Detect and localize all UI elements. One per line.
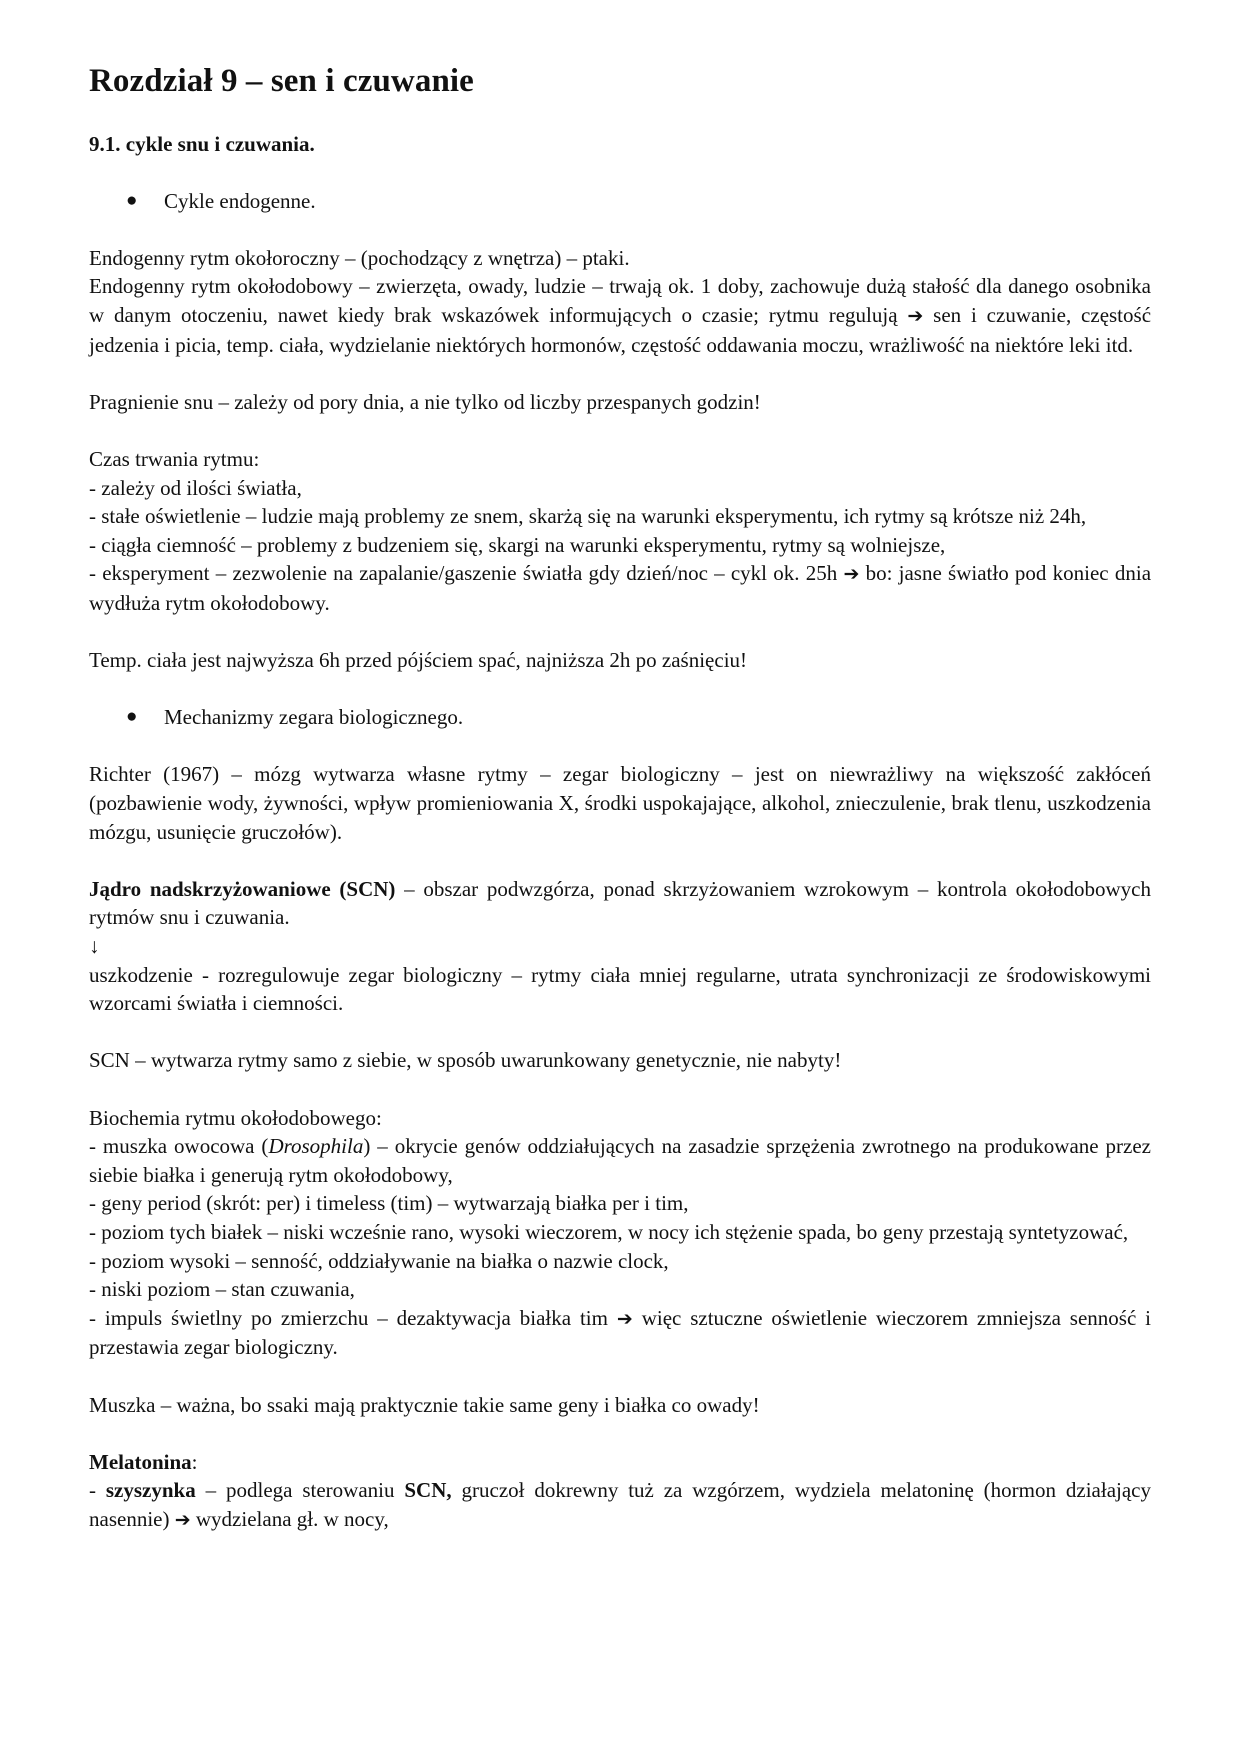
paragraph-fly: Muszka – ważna, bo ssaki mają praktycznie takie same geny i białka co owady! bbox=[89, 1392, 760, 1417]
right-arrow-icon: ➔ bbox=[907, 304, 924, 327]
bullet-dot-icon: ● bbox=[126, 706, 138, 728]
paragraph-damage: uszkodzenie - rozregulowuje zegar biologiczny – rytmy ciała mniej regularne, utrata synchronizacji ze środowiskowymi wzorcami światła i ciemności. bbox=[89, 962, 1151, 1016]
paragraph-scn: Jądro nadskrzyżowaniowe (SCN) – obszar podwzgórza, ponad skrzyżowaniem wzrokowym – kontrola okołodobowych rytmów snu i czuwania. bbox=[89, 876, 1151, 930]
paragraph-scn-genetic: SCN – wytwarza rytmy samo z siebie, w sposób uwarunkowany genetycznie, nie nabyty! bbox=[89, 1048, 842, 1073]
bullet-dot-icon: ● bbox=[126, 189, 138, 211]
paragraph-biochemistry: Biochemia rytmu okołodobowego: - muszka owocowa (Drosophila) – okrycie genów oddziałujących na zasadzie sprzężenia zwrotnego na produkowane przez siebie białka i generują rytm okołodobowy, - geny period (skrót: per) i timeless (tim) – wytwarzają białka per i tim, - poziom tych białek – niski wcześnie rano, wysoki wieczorem, w nocy ich stężenie spada, bo geny przestają syntetyzować, - poziom wysoki – senność, oddziaływanie na białka o nazwie clock, - niski poziom – stan czuwania, - impuls świetlny po zmierzchu – dezaktywacja białka tim ➔ więc sztuczne oświetlenie wieczorem zmniejsza senność i przestawia zegar biologiczny. bbox=[89, 1105, 1151, 1360]
paragraph-melatonin: Melatonina: - szyszynka – podlega sterowaniu SCN, gruczoł dokrewny tuż za wzgórzem, wydziela melatoninę (hormon działający nasennie) ➔ wydzielana gł. w nocy, bbox=[89, 1449, 1151, 1531]
right-arrow-icon: ➔ bbox=[174, 1508, 191, 1531]
paragraph-richter: Richter (1967) – mózg wytwarza własne rytmy – zegar biologiczny – jest on niewrażliwy na większość zakłóceń (pozbawienie wody, żywności, wpływ promieniowania X, środki uspokajające, alkohol, znieczulenie, brak tlenu, uszkodzenia mózgu, usunięcie gruczołów). bbox=[89, 762, 1151, 844]
right-arrow-icon: ➔ bbox=[616, 1307, 633, 1330]
paragraph-rhythm-duration: Czas trwania rytmu: - zależy od ilości światła, - stałe oświetlenie – ludzie mają problemy ze snem, skarżą się na warunki eksperymentu, ich rytmy są krótsze niż 24h, - ciągła ciemność – problemy z budzeniem się, skargi na warunki eksperymentu, rytmy są wolniejsze, - eksperyment – zezwolenie na zapalanie/gaszenie światła gdy dzień/noc – cykl ok. 25h ➔ bo: jasne światło pod koniec dnia wydłuża rytm okołodobowy. bbox=[89, 446, 1152, 615]
document-content bbox=[89, 60, 1151, 1535]
right-arrow-icon: ➔ bbox=[843, 563, 860, 586]
bullet-text: Cykle endogenne. bbox=[164, 188, 316, 213]
paragraph-body-temp: Temp. ciała jest najwyższa 6h przed pójściem spać, najniższa 2h po zaśnięciu! bbox=[89, 648, 748, 673]
bullet-item bbox=[89, 187, 1151, 216]
bullet-text: Mechanizmy zegara biologicznego. bbox=[164, 705, 464, 730]
down-arrow-icon: ↓ bbox=[89, 934, 100, 959]
section-heading: 9.1. cykle snu i czuwania. bbox=[89, 132, 315, 156]
paragraph-rhythms: Endogenny rytm okołoroczny – (pochodzący z wnętrza) – ptaki. Endogenny rytm okołodobowy – zwierzęta, owady, ludzie – trwają ok. 1 doby, zachowuje dużą stałość dla danego osobnika w danym otoczeniu, nawet kiedy brak wskazówek informujących o czasie; rytmu regulują ➔ sen i czuwanie, częstość jedzenia i picia, temp. ciała, wydzielanie niektórych hormonów, częstość oddawania moczu, wrażliwość na niektóre leki itd. bbox=[89, 245, 1152, 357]
paragraph-sleep-need: Pragnienie snu – zależy od pory dnia, a nie tylko od liczby przespanych godzin! bbox=[89, 389, 761, 414]
chapter-title: Rozdział 9 – sen i czuwanie bbox=[89, 63, 474, 99]
bullet-item bbox=[89, 703, 1151, 732]
